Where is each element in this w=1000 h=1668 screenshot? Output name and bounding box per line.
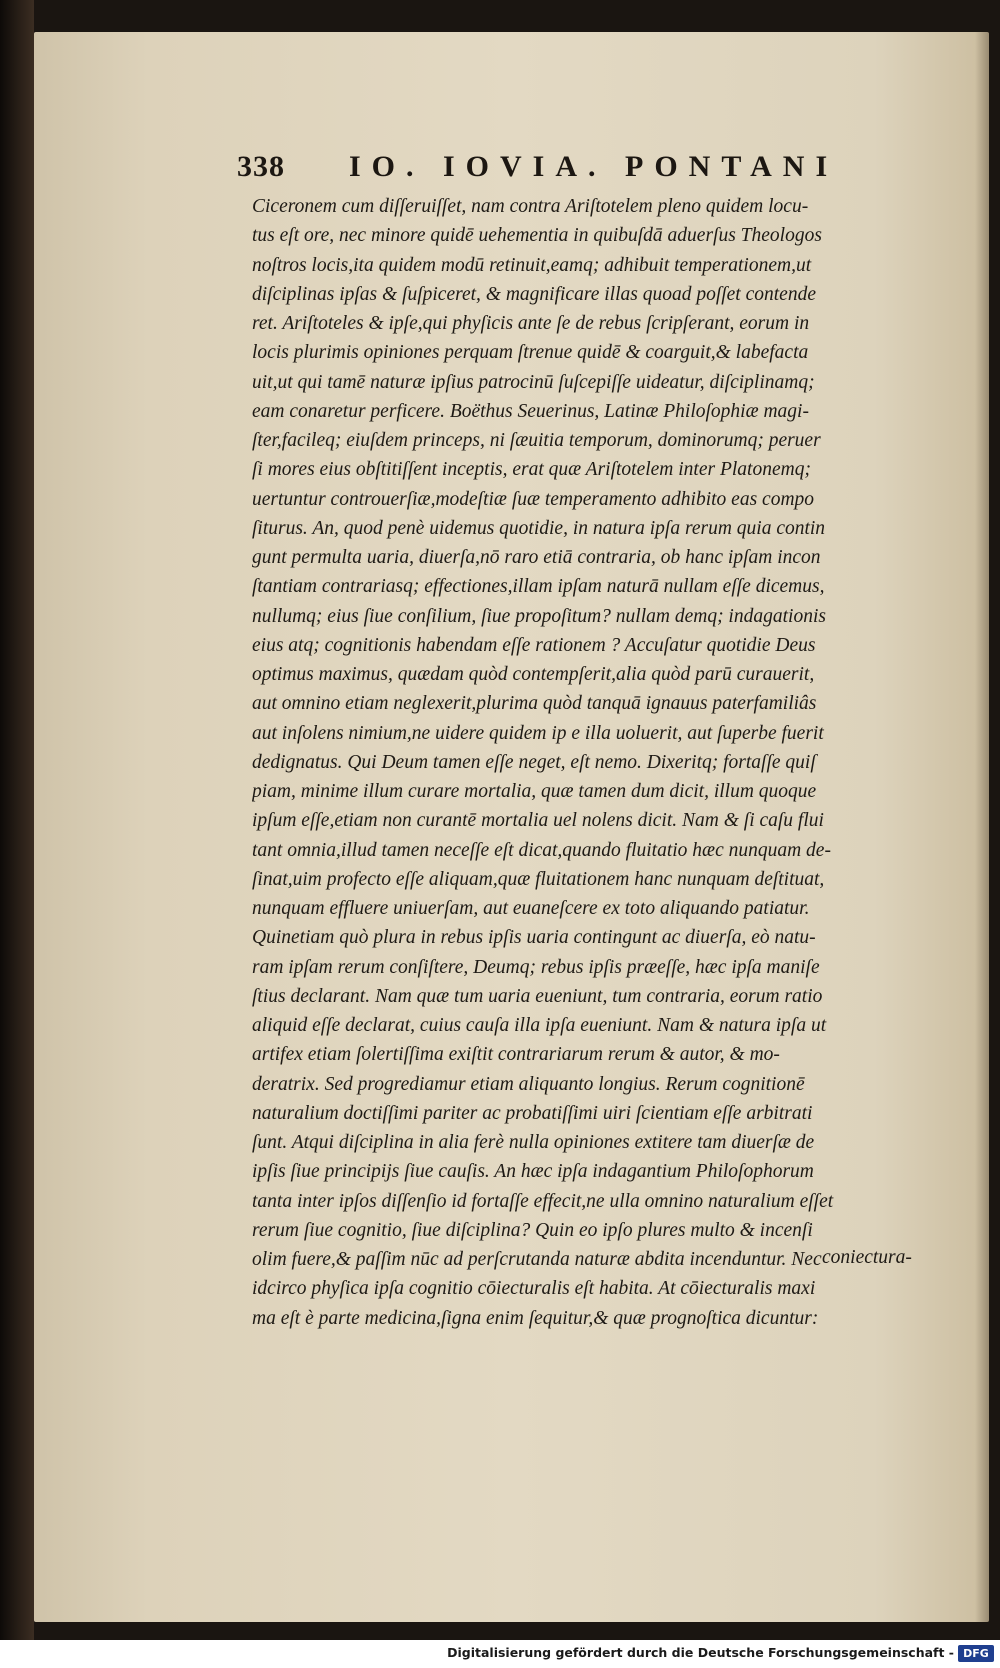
catchword: coniectura- [822,1247,912,1268]
text-line: ſunt. Atqui diſciplina in alia ferè nulla opiniones extitere tam diuerſæ de [252,1132,815,1153]
page-number: 338 [237,150,285,183]
text-line: naturalium doctiſſimi pariter ac probatiſſimi uiri ſcientiam eſſe arbitrati [252,1102,813,1124]
text-line: diſciplinas ipſas & ſuſpiceret, & magnificare illas quoad poſſet contende [252,283,816,305]
text-line: tus eſt ore, nec minore quidē uehementia in quibuſdā aduerſus Theologos [252,225,822,247]
text-line: ſtius declarant. Nam quæ tum uaria eueniunt, tum contraria, eorum ratio [252,985,823,1007]
text-line: ſiturus. An, quod penè uidemus quotidie, in natura ipſa rerum quia contin [252,517,826,539]
text-line: ipſum eſſe,etiam non curantē mortalia uel nolens dicit. Nam & ſi caſu flui [252,810,824,832]
text-line: Ciceronem cum diſſeruiſſet, nam contra Ariſtotelem pleno quidem locu- [252,196,809,217]
text-line: artifex etiam ſolertiſſima exiſtit contrariarum rerum & autor, & mo- [252,1044,780,1066]
text-line: ram ipſam rerum conſiſtere, Deumq; rebus ipſis præeſſe, hæc ipſa maniſe [252,956,820,978]
page-header [34,150,989,190]
book-page [34,32,989,1622]
text-line: ret. Ariſtoteles & ipſe,qui phyſicis ante ſe de rebus ſcripſerant, eorum in [252,313,810,334]
text-line: locis plurimis opiniones perquam ſtrenue quidē & coarguit,& labefacta [252,342,809,364]
text-line: uit,ut qui tamē naturæ ipſius patrocinū ſuſcepiſſe uideatur, diſciplinamq; [252,371,815,393]
text-line: tanta inter ipſos diſſenſio id fortaſſe effecit,ne ulla omnino naturalium eſſet [252,1190,834,1212]
text-line: deratrix. Sed progrediamur etiam aliquanto longius. Rerum cognitionē [252,1073,805,1095]
text-line: optimus maximus, quædam quòd contempſerit,alia quòd parū curauerit, [252,664,815,685]
text-line: eius atq; cognitionis habendam eſſe rationem ? Accuſatur quotidie Deus [252,634,816,656]
text-line: rerum ſiue cognitio, ſiue diſciplina? Quin eo ipſo plures multo & incenſi [252,1219,813,1241]
text-line: nunquam effluere uniuerſam, aut euaneſcere ex toto aliquando patiatur. [252,898,810,919]
text-line: dedignatus. Qui Deum tamen eſſe neget, eſt nemo. Dixeritq; fortaſſe quiſ [252,751,816,773]
running-head: IO. IOVIA. PONTANI [349,150,839,183]
text-line: olim fuere,& paſſim nūc ad perſcrutanda naturæ abdita incenduntur. Nec [252,1249,822,1270]
text-line: nullumq; eius ſiue conſilium, ſiue propoſitum? nullam demq; indagationis [252,605,826,627]
text-line: idcirco phyſica ipſa cognitio cōiecturalis eſt habita. At cōiecturalis maxi [252,1278,816,1300]
text-line: eam conaretur perficere. Boëthus Seuerinus, Latinæ Philoſophiæ magi- [252,400,809,422]
text-line: tant omnia,illud tamen neceſſe eſt dicat,quando fluitatio hæc nunquam de- [252,839,831,861]
text-line: ipſis ſiue principijs ſiue cauſis. An hæc ipſa indagantium Philoſophorum [252,1161,814,1183]
dfg-logo: DFG [958,1645,994,1662]
text-line: noſtros locis,ita quidem modū retinuit,eamq; adhibuit temperationem,ut [252,254,812,276]
text-line: aliquid eſſe declarat, cuius cauſa illa ipſa eueniunt. Nam & natura ipſa ut [252,1015,827,1036]
text-line: uertuntur controuerſiæ,modeſtiæ ſuæ temperamento adhibito eas compo [252,488,815,510]
text-line: ſinat,uim profecto eſſe aliquam,quæ fluitationem hanc nunquam deſtituat, [252,868,825,890]
text-line: ſter,facileq; eiuſdem princeps, ni ſæuitia temporum, dominorumq; peruer [252,430,821,451]
book-binding [0,0,34,1640]
text-line: piam, minime illum curare mortalia, quæ tamen dum dicit, illum quoque [252,781,817,802]
text-line: aut inſolens nimium,ne uidere quidem ip e illa uoluerit, aut ſuperbe fuerit [252,722,824,744]
text-line: Quinetiam quò plura in rebus ipſis uaria contingunt ac diuerſa, eò natu- [252,927,816,949]
text-line: ſtantiam contrariasq; effectiones,illam ipſam naturā nullam eſſe dicemus, [252,576,825,598]
funding-credit: Digitalisierung gefördert durch die Deutsche Forschungsgemeinschaft - [447,1645,954,1660]
text-line: gunt permulta uaria, diuerſa,nō raro etiā contraria, ob hanc ipſam incon [252,547,821,568]
text-line: aut omnino etiam neglexerit,plurima quòd tanquā ignauus paterfamiliâs [252,693,817,715]
text-line: ma eſt è parte medicina,ſigna enim ſequitur,& quæ prognoſtica dicuntur: [252,1307,819,1329]
body-text [252,192,872,1333]
text-line: ſi mores eius obſtitiſſent inceptis, erat quæ Ariſtotelem inter Platonemq; [252,459,811,481]
footer-bar [0,1640,1000,1668]
